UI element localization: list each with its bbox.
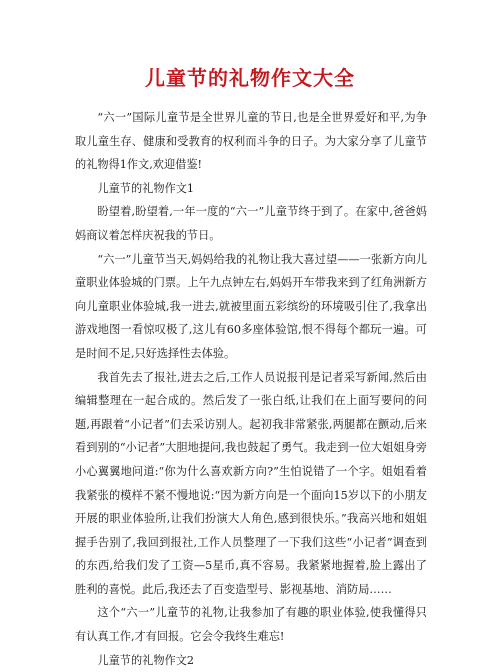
- paragraph: “六一”国际儿童节是全世界儿童的节日,也是全世界爱好和平,为争取儿童生存、健康和受教育的权利而斗争的日子。为大家分享了儿童节的礼物得1作文,欢迎借鉴!: [75, 111, 427, 172]
- paragraph: 盼望着,盼望着,一年一度的“六一”儿童节终于到了。在家中,爸爸妈妈商议着怎样庆祝我的节日。: [75, 205, 427, 242]
- paragraph: 这个“六一”儿童节的礼物,让我参加了有趣的职业体验,使我懂得只有认真工作,才有回报。它会令我终生难忘!: [75, 606, 427, 644]
- section-heading: 儿童节的礼物作文2: [97, 653, 195, 667]
- paragraph: 我首先去了报社,进去之后,工作人员说报刊是记者采写新闻,然后由编辑整理在一起合成的。然后发了一张白纸,让我们在上面写要问的问题,再跟着“小记者”们去采访别人。起初我非常紧张,两腿都在颤动,后来看到别的“小记者”大胆地提问,我也鼓起了勇气。我走到一位大姐姐身旁小心翼翼地问道:“你为什么喜欢新方向?”生怕说错了一个字。姐姐看着我紧张的模样不紧不慢地说:“因为新方向是一个面向15岁以下的小朋友开展的职业体验所,让我们扮演大人角色,感到很快乐。”我高兴地和姐姐握手告别了,我回到报社,工作人员整理了一下我们这些“小记者”调查到的东西,给我们发了工资—5星币,真不容易。我紧紧地握着,脸上露出了胜利的喜悦。此后,我还去了百变造型号、影视基地、消防局……: [75, 370, 427, 596]
- section-heading: 儿童节的礼物作文1: [97, 181, 195, 195]
- document-title: 儿童节的礼物作文大全: [145, 66, 355, 90]
- paragraph: “六一”儿童节当天,妈妈给我的礼物让我大喜过望——一张新方向儿童职业体验城的门票。上午九点钟左右,妈妈开车带我来到了红角洲新方向儿童职业体验城,我一进去,就被里面五彩缤纷的环境吸引住了,我拿出游戏地图一看惊叹极了,这儿有60多座体验馆,恨不得每个都玩一遍。可是时间不足,只好选择性去体验。: [75, 252, 427, 360]
- document-body: [75, 106, 427, 672]
